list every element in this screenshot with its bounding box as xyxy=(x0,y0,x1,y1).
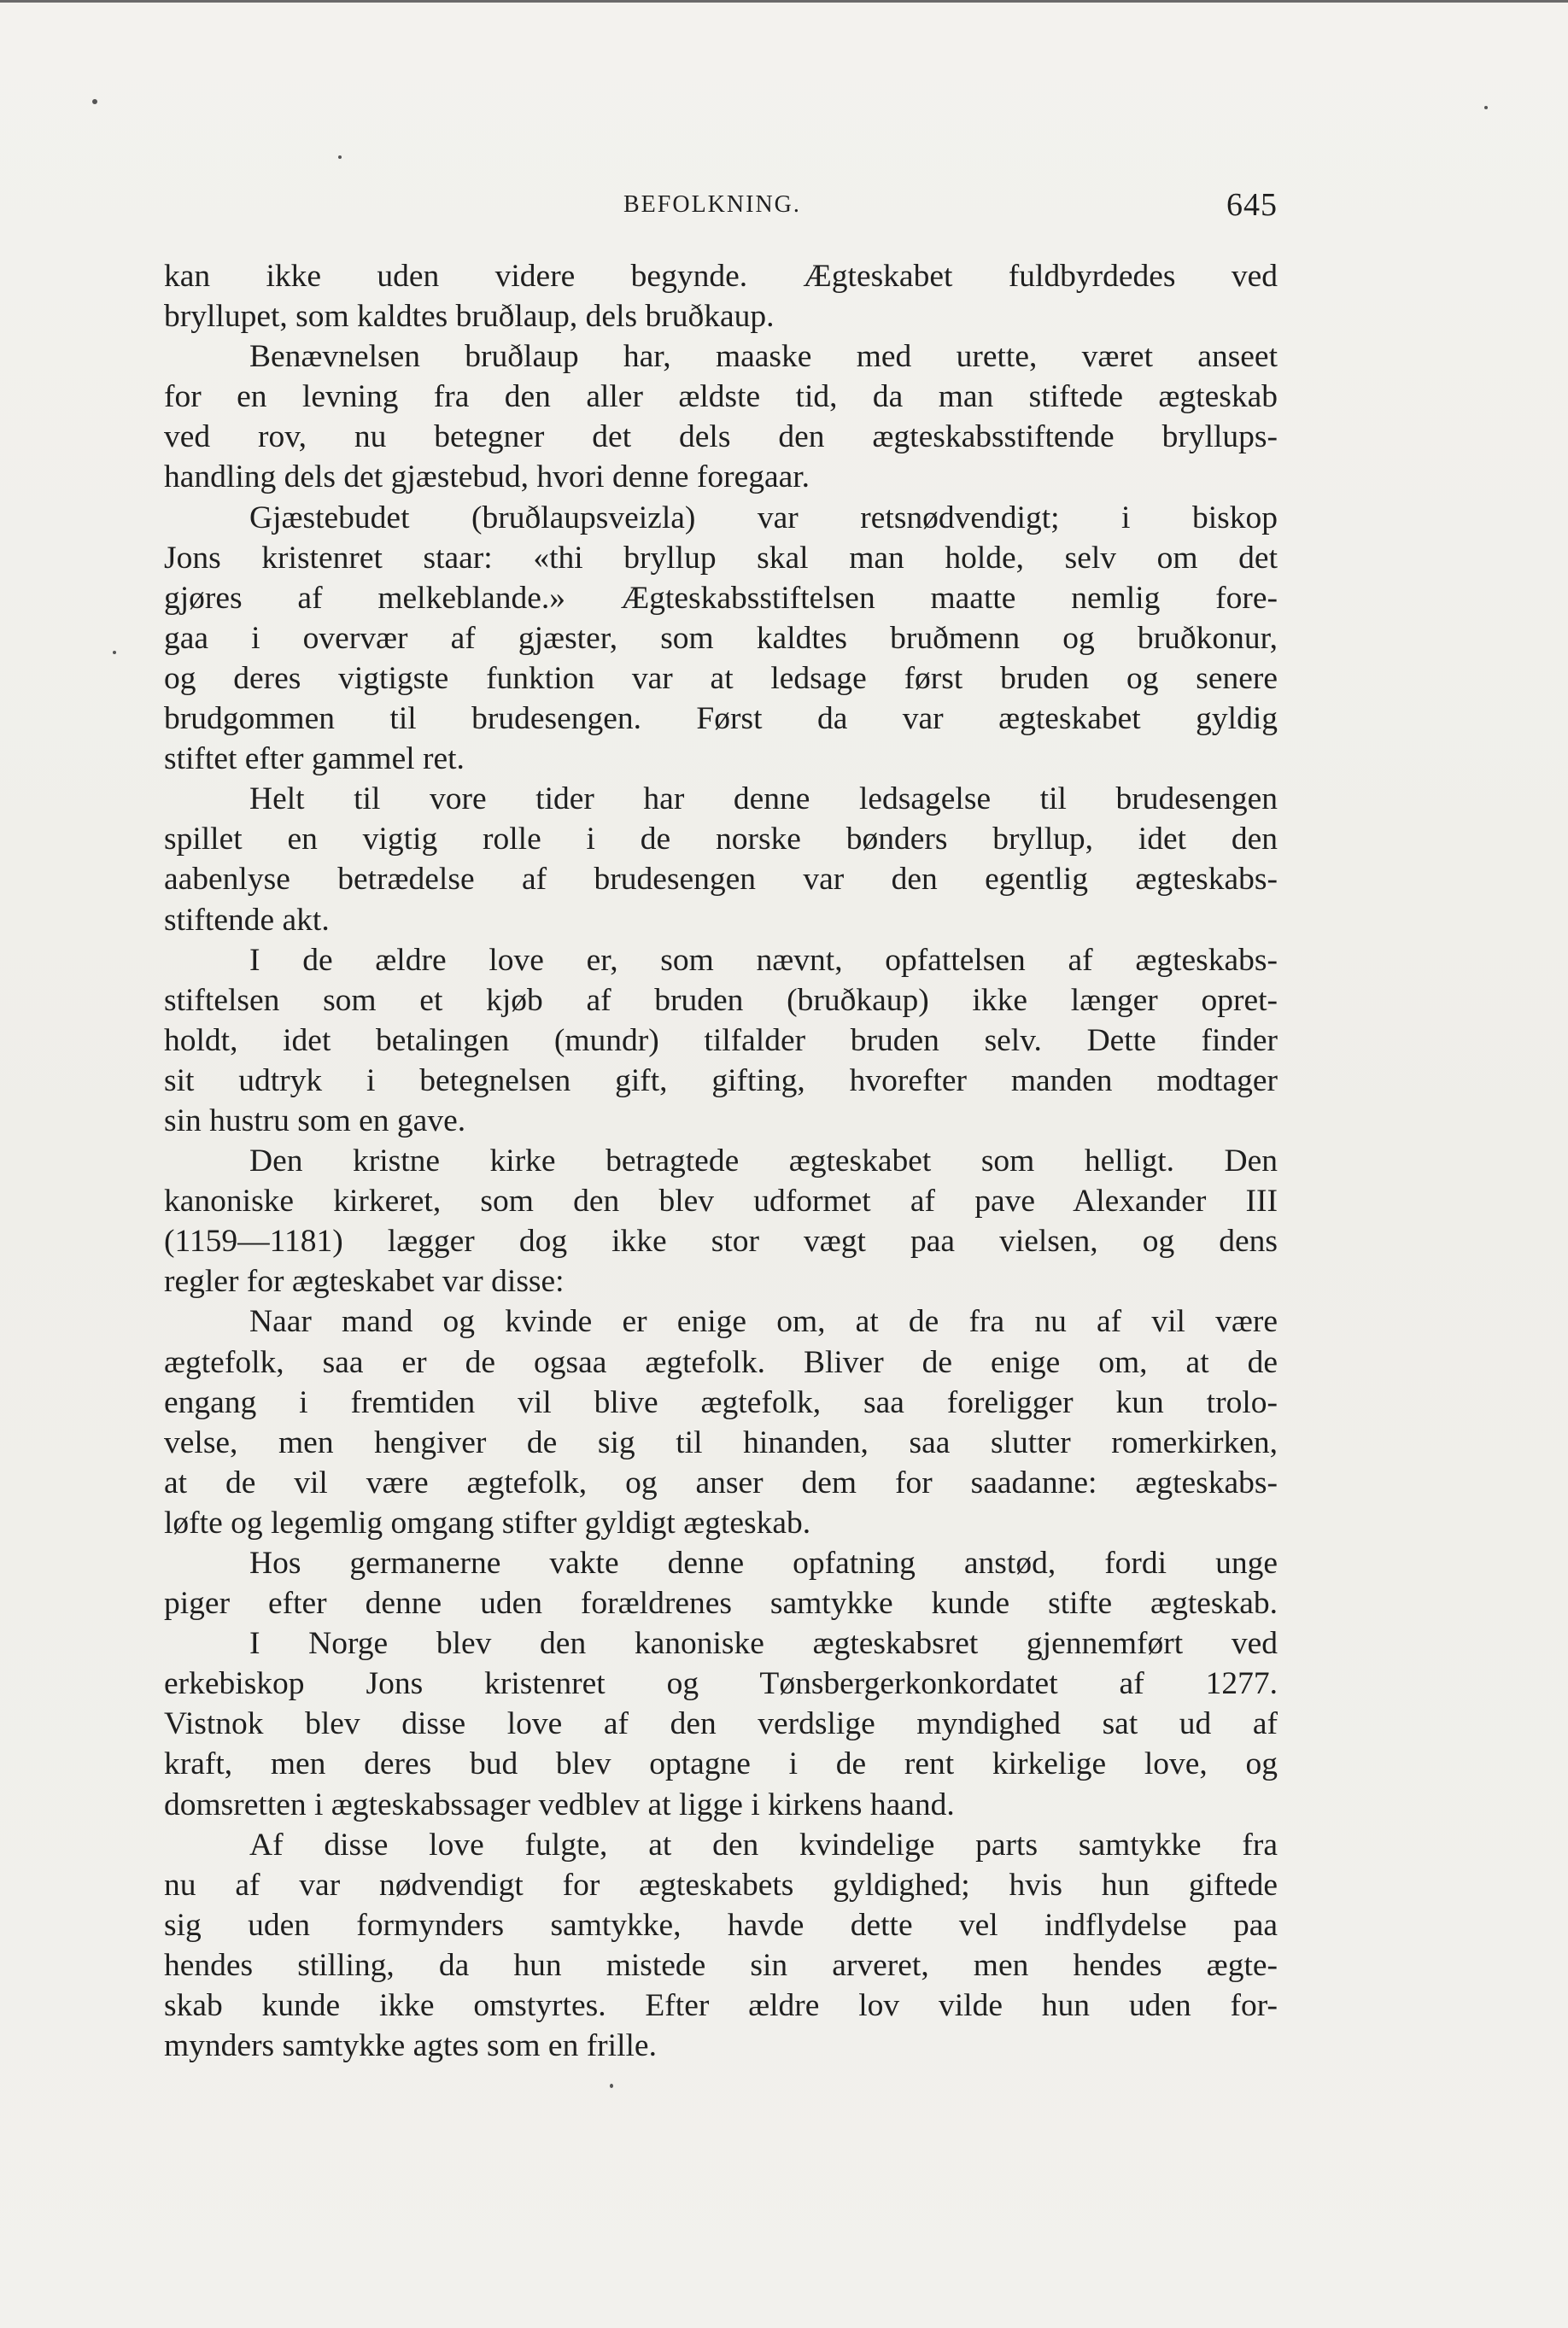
page-top-edge xyxy=(0,0,1568,3)
text-line: Af disse love fulgte, at den kvindelige parts samtykke fra xyxy=(249,1827,1278,1863)
text-line: at de vil være ægtefolk, og anser dem for saadanne: ægteskabs- xyxy=(164,1465,1278,1500)
text-line: kanoniske kirkeret, som den blev udformet af pave Alexander III xyxy=(164,1184,1278,1220)
text-line: stiftet efter gammel ret. xyxy=(164,741,465,777)
running-header xyxy=(162,186,1278,224)
text-line: stiftelsen som et kjøb af bruden (bruðkaup) ikke længer opret- xyxy=(164,982,1278,1018)
text-line: og deres vigtigste funktion var at ledsage først bruden og senere xyxy=(164,660,1278,696)
text-line: gjøres af melkeblande.» Ægteskabsstiftelsen maatte nemlig fore- xyxy=(164,580,1278,616)
text-line: handling dels det gjæstebud, hvori denne foregaar. xyxy=(164,459,810,495)
text-line: kan ikke uden videre begynde. Ægteskabet fuldbyrdedes ved xyxy=(164,259,1278,294)
text-line: Jons kristenret staar: «thi bryllup skal man holde, selv om det xyxy=(164,540,1278,576)
text-line: sin hustru som en gave. xyxy=(164,1103,466,1138)
text-line: velse, men hengiver de sig til hinanden, saa slutter romerkirken, xyxy=(164,1424,1278,1460)
text-line: stiftende akt. xyxy=(164,902,330,938)
text-line: løfte og legemlig omgang stifter gyldigt ægteskab. xyxy=(164,1505,811,1541)
text-line: (1159—1181) lægger dog ikke stor vægt paa vielsen, og dens xyxy=(164,1224,1278,1260)
text-line: gaa i overvær af gjæster, som kaldtes bruðmenn og bruðkonur, xyxy=(164,620,1278,656)
text-line: engang i fremtiden vil blive ægtefolk, saa foreligger kun trolo- xyxy=(164,1384,1278,1420)
text-line: skab kunde ikke omstyrtes. Efter ældre lov vilde hun uden for- xyxy=(164,1988,1278,2024)
text-line: Den kristne kirke betragtede ægteskabet som helligt. Den xyxy=(249,1144,1278,1179)
text-line: regler for ægteskabet var disse: xyxy=(164,1264,565,1300)
text-line: kraft, men deres bud blev optagne i de rent kirkelige love, og xyxy=(164,1746,1278,1782)
text-line: Benævnelsen bruðlaup har, maaske med urette, været anseet xyxy=(249,339,1278,375)
scan-speck xyxy=(610,2084,613,2088)
text-line: brudgommen til brudesengen. Først da var ægteskabet gyldig xyxy=(164,701,1278,737)
text-line: I de ældre love er, som nævnt, opfattelsen af ægteskabs- xyxy=(249,942,1278,978)
body-text xyxy=(164,256,1278,2066)
text-line: I Norge blev den kanoniske ægteskabsret gjennemført ved xyxy=(249,1626,1278,1662)
text-line: Naar mand og kvinde er enige om, at de fra nu af vil være xyxy=(249,1304,1278,1340)
header-title: BEFOLKNING. xyxy=(623,191,801,218)
text-line: sit udtryk i betegnelsen gift, gifting, hvorefter manden modtager xyxy=(164,1062,1278,1098)
text-line: erkebiskop Jons kristenret og Tønsbergerkonkordatet af 1277. xyxy=(164,1666,1278,1702)
text-line: ved rov, nu betegner det dels den ægteskabsstiftende bryllups- xyxy=(164,419,1278,455)
text-line: aabenlyse betrædelse af brudesengen var den egentlig ægteskabs- xyxy=(164,862,1278,898)
text-line: Gjæstebudet (bruðlaupsveizla) var retsnødvendigt; i biskop xyxy=(249,500,1278,535)
scan-speck xyxy=(92,99,97,104)
text-line: bryllupet, som kaldtes bruðlaup, dels bruðkaup. xyxy=(164,299,775,335)
text-line: domsretten i ægteskabssager vedblev at ligge i kirkens haand. xyxy=(164,1787,955,1822)
text-line: ægtefolk, saa er de ogsaa ægtefolk. Bliver de enige om, at de xyxy=(164,1344,1278,1380)
page-number: 645 xyxy=(1226,187,1278,223)
text-line: mynders samtykke agtes som en frille. xyxy=(164,2028,657,2064)
text-line: Vistnok blev disse love af den verdslige myndighed sat ud af xyxy=(164,1706,1278,1742)
scan-speck xyxy=(1484,106,1488,109)
text-line: hendes stilling, da hun mistede sin arveret, men hendes ægte- xyxy=(164,1947,1278,1983)
text-line: spillet en vigtig rolle i de norske bønders bryllup, idet den xyxy=(164,822,1278,857)
text-line: nu af var nødvendigt for ægteskabets gyldighed; hvis hun giftede xyxy=(164,1867,1278,1903)
scan-speck xyxy=(113,651,116,654)
text-line: holdt, idet betalingen (mundr) tilfalder bruden selv. Dette finder xyxy=(164,1022,1278,1058)
text-line: sig uden formynders samtykke, havde dette vel indflydelse paa xyxy=(164,1907,1278,1943)
text-line: Hos germanerne vakte denne opfatning anstød, fordi unge xyxy=(249,1546,1278,1581)
text-line: Helt til vore tider har denne ledsagelse til brudesengen xyxy=(249,781,1278,817)
text-line: for en levning fra den aller ældste tid, da man stiftede ægteskab xyxy=(164,379,1278,415)
scan-speck xyxy=(338,155,342,159)
text-line: piger efter denne uden forældrenes samtykke kunde stifte ægteskab. xyxy=(164,1586,1278,1622)
